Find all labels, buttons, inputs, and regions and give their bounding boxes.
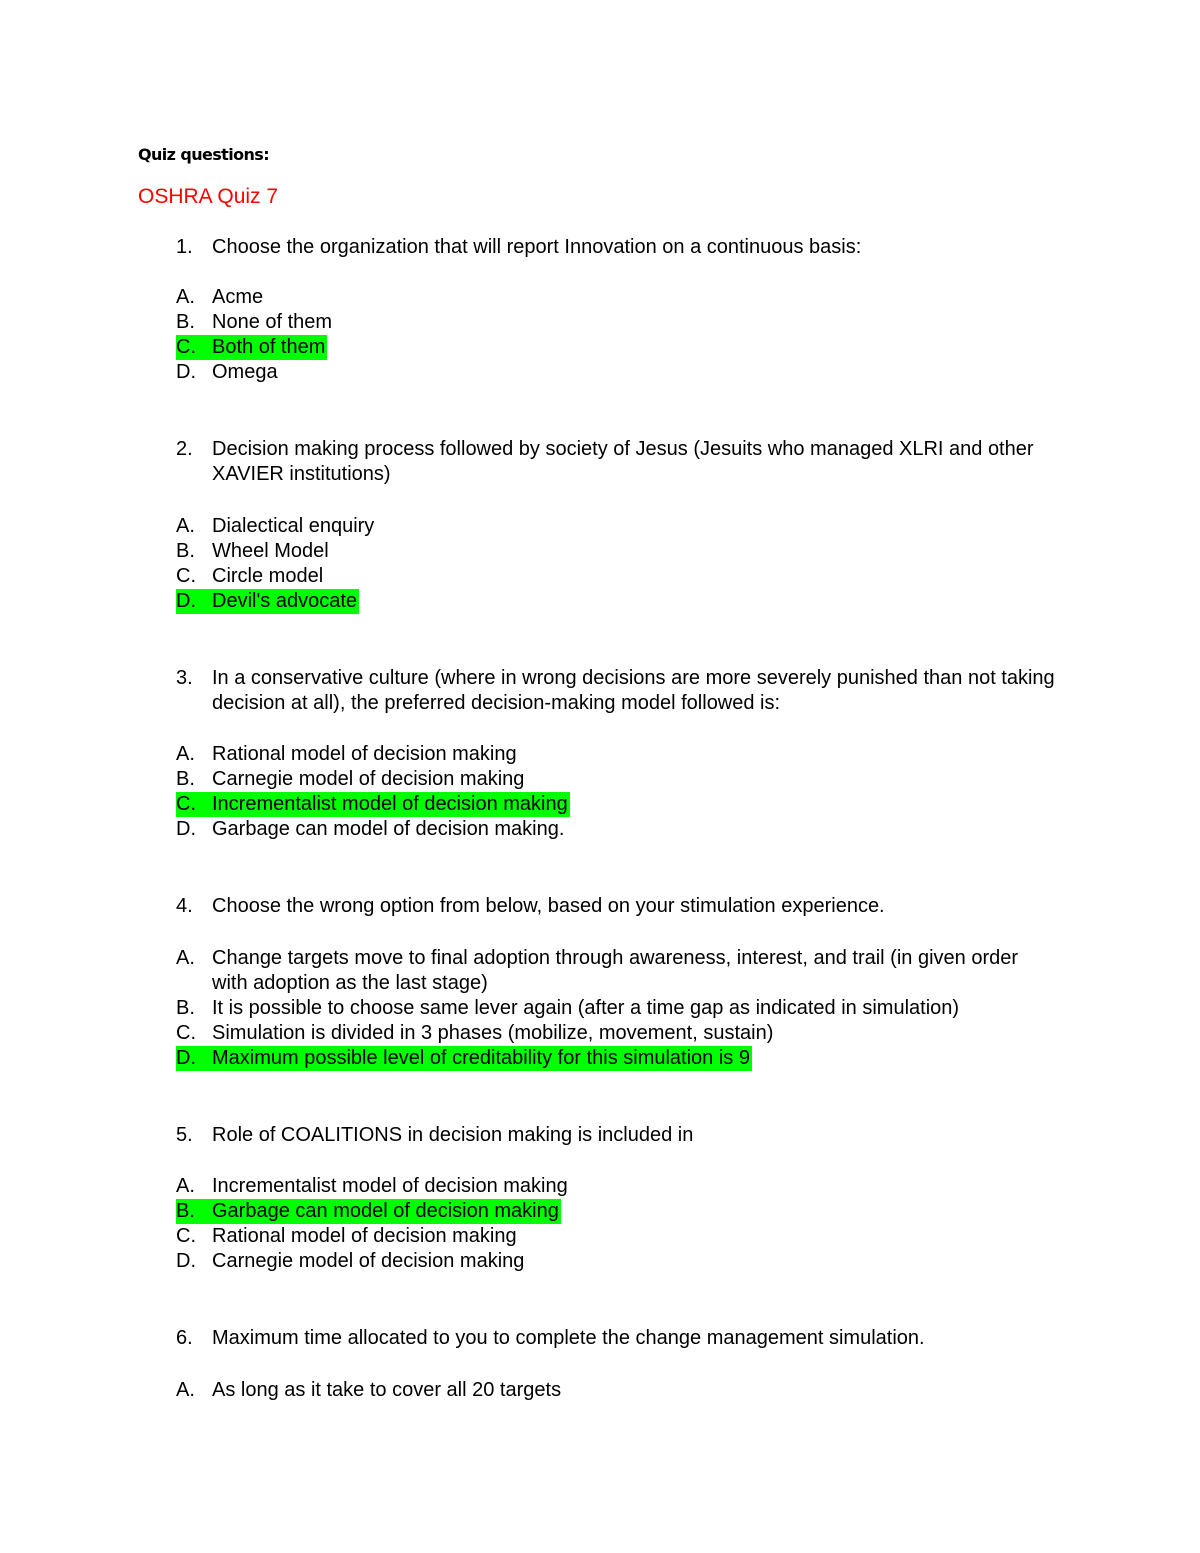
option-label: D. <box>176 590 196 612</box>
option-c-correct <box>176 335 327 360</box>
question-text <box>176 235 1076 260</box>
option-label: A. <box>176 743 195 765</box>
option-text: Rational model of decision making <box>212 743 517 765</box>
option-a <box>176 514 1076 539</box>
question-number: 1. <box>176 236 193 258</box>
option-label: C. <box>176 1022 196 1044</box>
question-text <box>176 437 1066 487</box>
option-b <box>176 310 1076 335</box>
question-body: Role of COALITIONS in decision making is included in <box>212 1124 694 1146</box>
option-text: Carnegie model of decision making <box>212 768 525 790</box>
option-d <box>176 817 1076 842</box>
option-label: C. <box>176 336 196 358</box>
option-label: B. <box>176 311 195 333</box>
question-1 <box>176 235 1076 260</box>
option-c <box>176 564 1076 589</box>
option-d-correct <box>176 1046 752 1071</box>
option-text: Acme <box>212 286 264 308</box>
option-text: Dialectical enquiry <box>212 515 375 537</box>
question-text <box>176 666 1076 716</box>
option-b <box>176 539 1076 564</box>
option-label: C. <box>176 565 196 587</box>
option-b <box>176 996 1076 1021</box>
doc-heading: Quiz questions: <box>138 145 270 164</box>
question-3-options <box>176 742 1076 842</box>
option-label: B. <box>176 997 195 1019</box>
option-text: Change targets move to final adoption through awareness, interest, and trail (in given order with adoption as the last stage) <box>212 947 1019 994</box>
question-5 <box>176 1123 1076 1148</box>
question-2-options <box>176 514 1076 614</box>
option-label: C. <box>176 793 196 815</box>
question-body: Maximum time allocated to you to complete the change management simulation. <box>212 1327 925 1349</box>
question-text <box>176 1123 1076 1148</box>
option-c <box>176 1224 1076 1249</box>
option-text: Incrementalist model of decision making <box>212 1175 568 1197</box>
question-body: Choose the wrong option from below, based on your stimulation experience. <box>212 895 885 917</box>
option-c-correct <box>176 792 570 817</box>
option-label: A. <box>176 1379 195 1401</box>
question-number: 4. <box>176 895 193 917</box>
option-a <box>176 285 1076 310</box>
option-label: A. <box>176 515 195 537</box>
option-label: A. <box>176 947 195 969</box>
option-a <box>176 946 1042 996</box>
question-5-options <box>176 1174 1076 1274</box>
option-a <box>176 1174 1076 1199</box>
question-body: Decision making process followed by society of Jesus (Jesuits who managed XLRI and other XAVIER institutions) <box>212 438 1034 485</box>
option-text: Rational model of decision making <box>212 1225 517 1247</box>
question-number: 6. <box>176 1327 193 1349</box>
question-text <box>176 894 1076 919</box>
option-text: Simulation is divided in 3 phases (mobilize, movement, sustain) <box>212 1022 774 1044</box>
option-label: A. <box>176 1175 195 1197</box>
option-label: D. <box>176 1250 196 1272</box>
option-c <box>176 1021 1076 1046</box>
option-text: As long as it take to cover all 20 targets <box>212 1379 562 1401</box>
question-4 <box>176 894 1076 919</box>
option-text: Carnegie model of decision making <box>212 1250 525 1272</box>
question-3 <box>176 666 1076 716</box>
option-text: Maximum possible level of creditability for this simulation is 9 <box>212 1047 750 1069</box>
option-label: A. <box>176 286 195 308</box>
option-text: It is possible to choose same lever again (after a time gap as indicated in simulation) <box>212 997 960 1019</box>
question-number: 3. <box>176 667 193 689</box>
option-label: B. <box>176 768 195 790</box>
option-text: Garbage can model of decision making <box>212 1200 559 1222</box>
option-text: Both of them <box>212 336 326 358</box>
option-label: D. <box>176 818 196 840</box>
question-number: 2. <box>176 438 193 460</box>
quiz-title: OSHRA Quiz 7 <box>138 185 279 208</box>
question-6-options <box>176 1378 1076 1403</box>
question-6 <box>176 1326 1076 1351</box>
option-d-correct <box>176 589 359 614</box>
option-text: Devil's advocate <box>212 590 357 612</box>
option-label: D. <box>176 1047 196 1069</box>
option-label: B. <box>176 1200 195 1222</box>
question-2 <box>176 437 1066 487</box>
option-b <box>176 767 1076 792</box>
option-label: D. <box>176 361 196 383</box>
option-b-correct <box>176 1199 561 1224</box>
question-1-options <box>176 285 1076 385</box>
question-4-options <box>176 946 1076 1071</box>
question-text <box>176 1326 1076 1351</box>
option-text: None of them <box>212 311 333 333</box>
question-body: Choose the organization that will report Innovation on a continuous basis: <box>212 236 862 258</box>
option-a <box>176 742 1076 767</box>
question-body: In a conservative culture (where in wrong decisions are more severely punished than not taking decision at all), the preferred decision-making model followed is: <box>212 667 1055 714</box>
option-d <box>176 360 1076 385</box>
option-label: B. <box>176 540 195 562</box>
option-text: Circle model <box>212 565 324 587</box>
option-text: Omega <box>212 361 278 383</box>
option-d <box>176 1249 1076 1274</box>
option-label: C. <box>176 1225 196 1247</box>
option-text: Garbage can model of decision making. <box>212 818 565 840</box>
question-number: 5. <box>176 1124 193 1146</box>
option-text: Incrementalist model of decision making <box>212 793 568 815</box>
option-text: Wheel Model <box>212 540 329 562</box>
option-a <box>176 1378 1076 1403</box>
